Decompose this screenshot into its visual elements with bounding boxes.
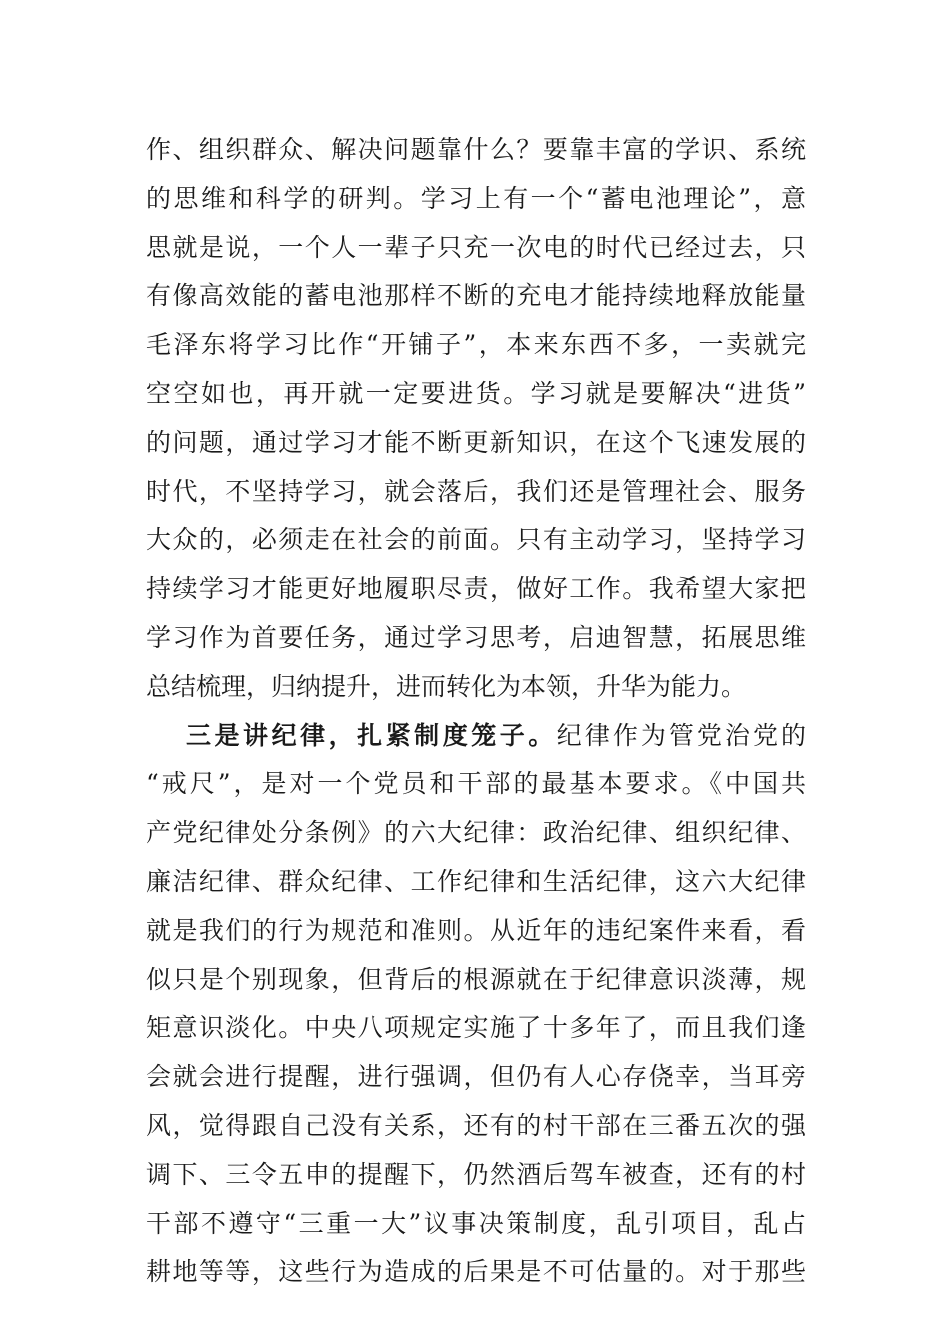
text-line: 思就是说，一个人一辈子只充一次电的时代已经过去，只: [146, 232, 806, 262]
text-line: 似只是个别现象，但背后的根源就在于纪律意识淡薄，规: [146, 964, 806, 994]
text-line: 的思维和科学的研判。学习上有一个“蓄电池理论”，意: [146, 183, 806, 213]
text-line: 廉洁纪律、群众纪律、工作纪律和生活纪律，这六大纪律: [146, 866, 806, 896]
paragraph-learning: [146, 126, 806, 712]
text-line: 时代，不坚持学习，就会落后，我们还是管理社会、服务: [146, 476, 806, 506]
text-line: 干部不遵守“三重一大”议事决策制度，乱引项目，乱占: [146, 1208, 806, 1238]
text-line: 毛泽东将学习比作“开铺子”，本来东西不多，一卖就完: [146, 330, 806, 360]
paragraph-first-line: [146, 712, 806, 761]
text-line: 产党纪律处分条例》的六大纪律：政治纪律、组织纪律、: [146, 818, 806, 848]
text-line: 空空如也，再开就一定要进货。学习就是要解决“进货”: [146, 378, 806, 408]
text-line: 大众的，必须走在社会的前面。只有主动学习，坚持学习: [146, 525, 806, 555]
text-line: 持续学习才能更好地履职尽责，做好工作。我希望大家把: [146, 574, 806, 604]
text-line: 矩意识淡化。中央八项规定实施了十多年了，而且我们逢: [146, 1013, 806, 1043]
section-heading: 三是讲纪律，扎紧制度笼子。: [186, 720, 557, 750]
text-line: 会就会进行提醒，进行强调，但仍有人心存侥幸，当耳旁: [146, 1062, 806, 1092]
body-text: [146, 126, 806, 1297]
text-line: 耕地等等，这些行为造成的后果是不可估量的。对于那些: [146, 1257, 806, 1287]
text-line: 就是我们的行为规范和准则。从近年的违纪案件来看，看: [146, 915, 806, 945]
text-fragment: 纪律作为管党治党的: [556, 720, 806, 750]
text-line: 调下、三令五申的提醒下，仍然酒后驾车被查，还有的村: [146, 1159, 806, 1189]
text-line: “戒尺”，是对一个党员和干部的最基本要求。《中国共: [146, 769, 806, 799]
text-line: 总结梳理，归纳提升，进而转化为本领，升华为能力。: [146, 671, 747, 701]
text-line: 有像高效能的蓄电池那样不断的充电才能持续地释放能量: [146, 281, 806, 311]
text-line: 作、组织群众、解决问题靠什么？要靠丰富的学识、系统: [146, 135, 806, 164]
text-line: 的问题，通过学习才能不断更新知识，在这个飞速发展的: [146, 427, 806, 457]
text-line: 学习作为首要任务，通过学习思考，启迪智慧，拓展思维: [146, 622, 806, 652]
paragraph-discipline: [146, 712, 806, 1298]
text-line: 风，觉得跟自己没有关系，还有的村干部在三番五次的强: [146, 1110, 806, 1140]
